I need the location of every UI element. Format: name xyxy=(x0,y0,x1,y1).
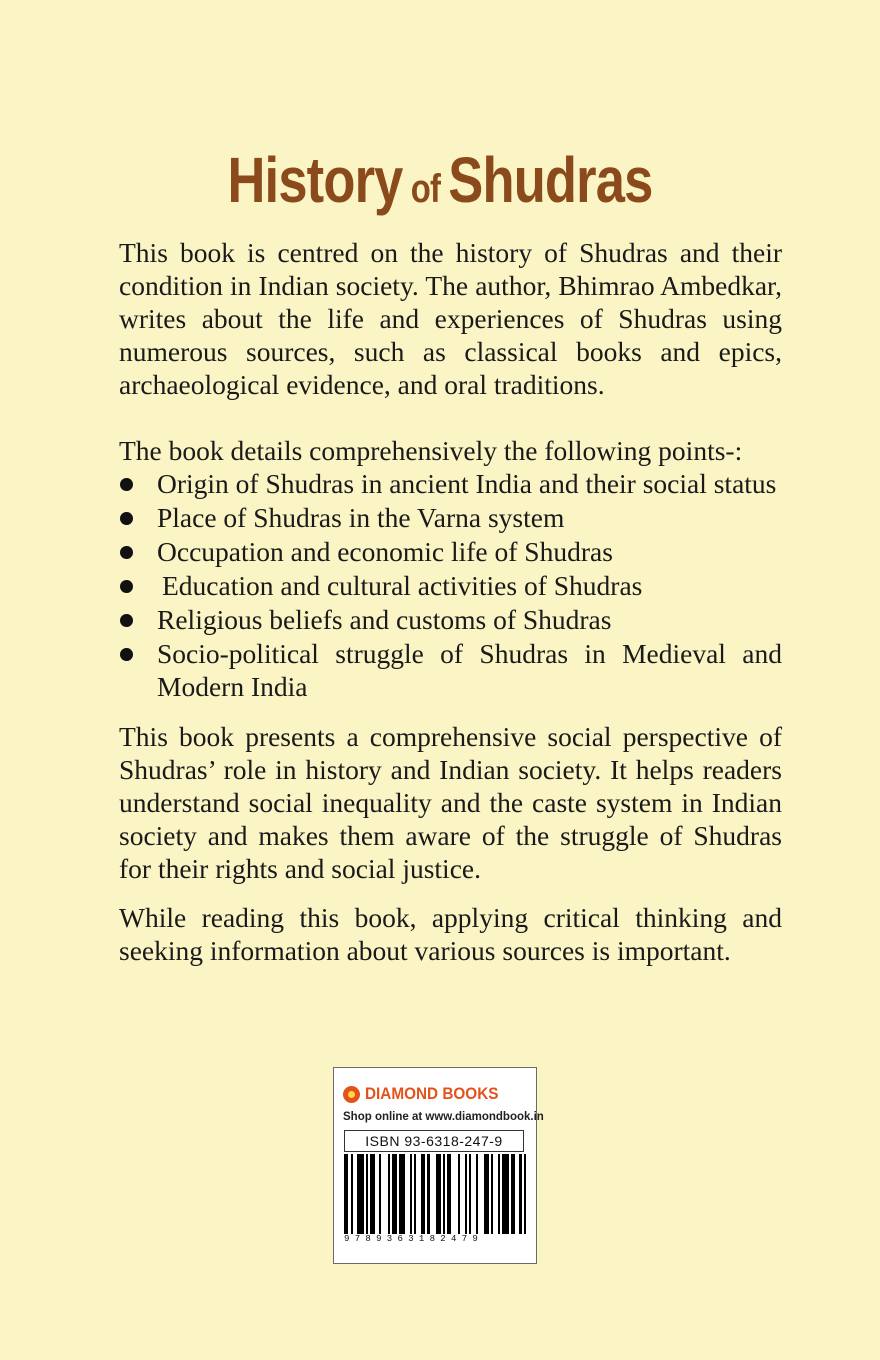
barcode-space xyxy=(430,1154,437,1234)
barcode-bar xyxy=(524,1154,526,1234)
bullet-icon xyxy=(120,580,133,593)
list-item xyxy=(119,637,782,703)
intro-paragraph: This book is centred on the history of Shudras and their condition in Indian society. The author, Bhimrao Ambedkar, writes about the life and experiences of Shudras using numerous sources, such as classical books and epics, archaeological evidence, and oral traditions. xyxy=(119,237,782,400)
point-text: Origin of Shudras in ancient India and their social status xyxy=(157,468,777,499)
barcode-bar xyxy=(357,1154,364,1234)
point-text: Place of Shudras in the Varna system xyxy=(157,502,565,533)
bullet-icon xyxy=(120,478,133,491)
blurb-content xyxy=(119,236,782,967)
point-text: Religious beliefs and customs of Shudras xyxy=(157,604,612,635)
publisher-brand xyxy=(343,1084,513,1104)
closing-paragraph: While reading this book, applying critical thinking and seeking information about various sources is important. xyxy=(119,902,782,966)
barcode-number: 9789363182479 xyxy=(344,1234,484,1244)
title-part-shudras: Shudras xyxy=(448,144,653,217)
list-item xyxy=(119,467,782,500)
bullet-icon xyxy=(120,546,133,559)
barcode-bar xyxy=(399,1154,406,1234)
barcode-space xyxy=(451,1154,458,1234)
point-text: Education and cultural activities of Shudras xyxy=(162,570,643,601)
book-title xyxy=(79,143,801,217)
diamond-logo-icon xyxy=(343,1086,360,1103)
barcode-label xyxy=(333,1067,544,1264)
points-list xyxy=(119,467,782,703)
list-item xyxy=(119,535,782,568)
barcode-space xyxy=(478,1154,485,1234)
point-text: Socio-political struggle of Shudras in Medieval and Modern India xyxy=(157,638,782,702)
barcode-space xyxy=(381,1154,388,1234)
barcode-bar xyxy=(502,1154,509,1234)
points-intro: The book details comprehensively the following points-: xyxy=(119,435,743,466)
shop-online-text: Shop online at www.diamondbook.in xyxy=(343,1111,544,1123)
list-item xyxy=(119,603,782,636)
perspective-paragraph: This book presents a comprehensive social perspective of Shudras’ role in history and Indian society. It helps readers understand social inequality and the caste system in Indian society and makes them aware of the struggle of Shudras for their rights and social justice. xyxy=(119,721,782,884)
bullet-icon xyxy=(120,648,133,661)
bullet-icon xyxy=(120,614,133,627)
barcode-bars xyxy=(344,1154,526,1234)
point-text: Occupation and economic life of Shudras xyxy=(157,536,613,567)
bullet-icon xyxy=(120,512,133,525)
isbn-text: ISBN 93-6318-247-9 xyxy=(344,1130,524,1152)
publisher-name: DIAMOND BOOKS xyxy=(365,1084,499,1103)
title-part-history: History xyxy=(227,144,403,217)
list-item xyxy=(119,501,782,534)
title-part-of: of xyxy=(410,167,441,212)
list-item xyxy=(119,569,782,602)
